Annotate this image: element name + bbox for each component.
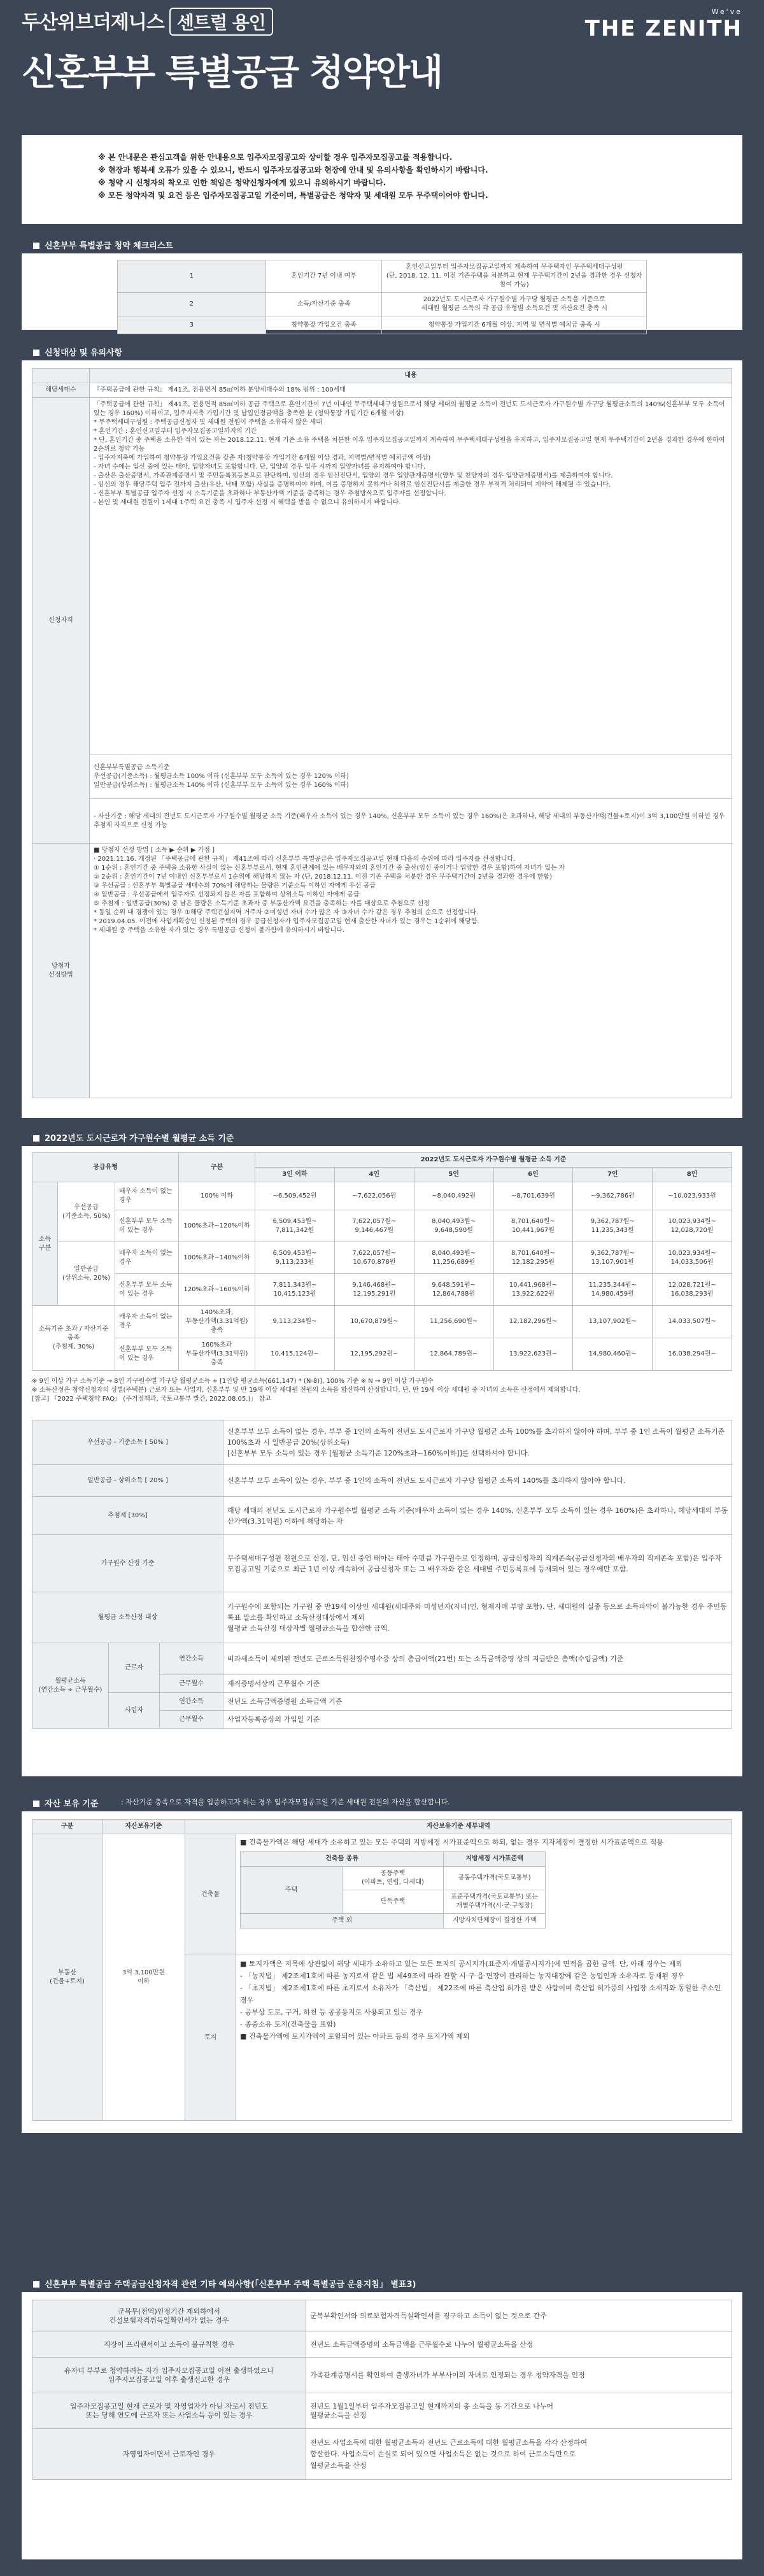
row-label: 일반공급 - 상위소득 [ 20% ] — [32, 1465, 223, 1497]
col-header: 2022년도 도시근로자 가구원수별 월평균 소득 기준 — [255, 1153, 732, 1168]
exception-case: 유자녀 부부로 청약하려는 자가 입주자모집공고일 이전 출생하였으나 입주자모집공고일 이후 출생신고한 경우 — [32, 2358, 306, 2393]
row-sub: 연간소득 — [160, 1693, 223, 1711]
row-label: 우선공급 (기준소득, 50%) — [58, 1182, 115, 1242]
table-row — [32, 2393, 732, 2429]
table-row — [32, 383, 732, 398]
row-label: 주택 — [241, 1867, 343, 1914]
land-text: ■ 토지가액은 지목에 상관없이 해당 세대가 소유하고 있는 모든 토지의 공시지가(표준지·개별공시지가)에 면적을 곱한 금액. 단, 아래 경우는 제외 - 「농지법」 제2조제1호에 따른 농지로서 같은 법 제49조에 따라 관할 시·구·읍·면장이 관리하는 농지대장에 같은 농업인과 소유자로 등재된 경우 - 「초지법」 제2조제1호에 따른 초지로서 소유자가 「축산법」 제22조에 따른 축산업 허가를 받은 사람이며 축산업 허가증의 사업장 소재지와 동일한 주소인 경우 - 공부상 도로, 구거, 하천 등 공공용지로 사용되고 있는 경우 - 종중소유 토지(건축물을 포함) ■ 건축물가액에 토지가액이 포함되어 있는 아파트 등의 경우 토지가액 제외 — [236, 1955, 732, 2121]
criteria-table — [32, 1420, 732, 1729]
building-price: 공동주택가격(국토교통부) — [444, 1867, 546, 1890]
row-label: 일반공급 (상위소득, 20%) — [58, 1242, 115, 1306]
col-header: 지방세정 시가표준액 — [444, 1852, 546, 1867]
zenith-logo — [585, 8, 742, 41]
exceptions-table-wrap — [22, 2292, 742, 2559]
table-row — [32, 1693, 732, 1711]
section-title-income: 2022년도 도시근로자 가구원수별 월평균 소득 기준 — [22, 1127, 245, 1146]
table-row — [32, 1497, 732, 1535]
section-title-exceptions: 신혼부부 특별공급 주택공급신청자격 관련 기타 예외사항(「신혼부부 주택 특별공급 운용지침」 별표3) — [22, 2273, 742, 2292]
income-cell: 14,980,460원~ — [573, 1338, 653, 1371]
income-cell: 10,023,934원~ 14,033,506원 — [653, 1242, 732, 1274]
income-cell: ~8,701,639원 — [493, 1182, 573, 1210]
check-desc: 청약통장 가입기간 6개월 이상, 지역 및 면적별 예치금 충족 시 — [382, 316, 647, 334]
row-text: 『주택공급에 관한 규칙』 제41조, 전용면적 85㎡이하 분양세대수의 18% 범위 : 100세대 — [90, 383, 732, 398]
income-cell: 13,107,902원~ — [573, 1306, 653, 1338]
table-row — [32, 844, 732, 1098]
income-cell: 6,509,453원~ 7,811,342원 — [255, 1210, 335, 1242]
income-cell: 12,028,721원~ 16,038,293원 — [653, 1274, 732, 1306]
building-type: 공동주택 (아파트, 연립, 다세대) — [342, 1867, 444, 1890]
col-header: 공급유형 — [32, 1153, 179, 1182]
row-group: 근로자 — [109, 1643, 160, 1693]
row-text: 해당 세대의 전년도 도시근로자 가구원수별 월평균 소득 기준(배우자 소득이 없는 경우 140%, 신혼부부 모두 소득이 있는 경우 160%)은 초과하나, 해당세대의 부동산가액(3.31억원) 이하에 해당하는 자 — [223, 1497, 732, 1535]
exception-case: 군복무(전역)인정기간 제외하에서 건설보험자격취득일확인서가 없는 경우 — [32, 2300, 306, 2332]
table-row — [118, 293, 647, 316]
exception-rule: 전년도 소득금액증명의 소득금액을 근무월수로 나누어 월평균소득을 산정 — [306, 2332, 732, 2358]
check-desc: 혼인신고일부터 입주자모집공고일까지 계속하여 무주택자인 무주택세대구성원 (단, 2018. 12. 11. 이전 기존주택을 처분하고 현재 무주택기간이 2년을 경과한 경우 신청자 참여 가능) — [382, 260, 647, 293]
asset-subtitle: : 자산기준 충족으로 자격을 입증하고자 하는 경우 입주자모집공고일 기준 세대원 전원의 자산을 합산합니다. — [121, 1798, 450, 1806]
income-cell: 10,670,879원~ — [334, 1306, 414, 1338]
row-label: 월평균소득 (연간소득 ÷ 근무월수) — [32, 1643, 109, 1729]
row-number: 3 — [118, 316, 266, 334]
row-label: 월평균 소득산정 대상 — [32, 1592, 223, 1643]
table-row — [118, 316, 647, 334]
col-header: 4인 — [334, 1168, 414, 1182]
building-price: 지방자치단체장이 결정한 가액 — [444, 1914, 546, 1928]
col-header: 5인 — [414, 1168, 493, 1182]
table-row — [241, 1914, 546, 1928]
table-row — [32, 1643, 732, 1675]
col-header: 6인 — [493, 1168, 573, 1182]
row-group: 사업자 — [109, 1693, 160, 1729]
logo-small-text: We've — [711, 8, 742, 16]
col-header: 자산보유기준 세부내역 — [185, 1820, 732, 1834]
row-label: 부동산 (건물+토지) — [32, 1834, 103, 2121]
row-text: ■ 당첨자 선정 방법 [ 소득 ▶ 순위 ▶ 가점 ] · 2021.11.16. 개정된 「주택공급에 관한 규칙」 제41조에 따라 신혼부부 특별공급은 입주자모집공고일 현재 다음의 순위에 따라 입주자를 선정합니다. ① 1순위 : 혼인기간 중 주택을 소유한 사실이 없는 신혼부부로서, 현재 혼인관계에 있는 배우자와의 혼인기간 중 출산(임신 중이거나 입양한 경우 포함)하여 자녀가 있는 자 ② 2순위 : 혼인기간이 7년 이내인 신혼부부로서 1순위에 해당하지 않는 자 (단, 2018.12.11. 이전 기존 주택을 처분한 경우 무주택기간이 2년을 경과한 경우에 한함) ③ 우선공급 : 신혼부부 특별공급 세대수의 70%에 해당하는 물량은 기준소득 이하인 자에게 우선 공급 ④ 일반공급 : 우선공급에서 입주자로 선정되지 않은 자를 포함하여 상위소득 이하인 자에게 공급 ⑤ 추첨제 : 일반공급(30%) 중 남은 물량은 소득기준 초과자 중 부동산가액 요건을 충족하는 자를 대상으로 추첨으로 선정 * 동일 순위 내 경쟁이 있는 경우 ①해당 주택건설지역 거주자 ②미성년 자녀 수가 많은 자 ③자녀 수가 같은 경우 추첨의 순으로 선정합니다. * 2019.04.05. 이전에 사업계획승인 신청된 주택의 경우 공급신청자가 입주자모집공고일 현재 출산한 자녀가 있는 경우는 1순위에 해당함. * 세대원 중 주택을 소유한 자가 있는 경우 특별공급 신청이 불가함에 유의하시기 바랍니다. — [90, 844, 732, 1098]
income-cell: 12,182,296원~ — [493, 1306, 573, 1338]
col-header: 자산보유기준 — [103, 1820, 185, 1834]
table-row — [32, 2332, 732, 2358]
page-title: 신혼부부 특별공급 청약안내 — [22, 52, 442, 94]
row-label: 추첨제 [30%] — [32, 1497, 223, 1535]
exception-rule: 군복부확인서와 의료보험자격득실확인서를 징구하고 소득이 없는 것으로 간주 — [306, 2300, 732, 2332]
row-text: 무주택세대구성원 전원으로 산정. 단, 임신 중인 태아는 태아 수만큼 가구원수로 인정하며, 공급신청자의 직계존속(공급신청자의 배우자의 직계존속 포함)은 입주자모집공고일 기준으로 최근 1년 이상 계속하여 공급신청자 또는 그 배우자와 같은 세대별 주민등록표에 등재되어 있는 경우에만 포함. — [223, 1535, 732, 1592]
row-pct: 100%초과~140%이하 — [179, 1242, 255, 1274]
page-header — [0, 0, 764, 135]
row-sub: 연간소득 — [160, 1643, 223, 1675]
col-header: 3인 이하 — [255, 1168, 335, 1182]
row-pct: 120%초과~160%이하 — [179, 1274, 255, 1306]
income-cell: 14,033,507원~ — [653, 1306, 732, 1338]
income-table-wrap — [22, 1146, 742, 1413]
exception-case: 자영업자이면서 근로자인 경우 — [32, 2429, 306, 2480]
row-sub: 신혼부부 모두 소득이 있는 경우 — [115, 1338, 179, 1371]
asset-limit: 3억 3,100만원 이하 — [103, 1834, 185, 2121]
row-sub: 배우자 소득이 없는 경우 — [115, 1242, 179, 1274]
income-note: ※ 소득산정은 청약신청자의 성별(주택분) 근로자 또는 사업자, 신혼부부 및 만 19세 이상 세대원 전원의 소득을 합산하여 산정합니다. 단, 만 19세 이상 세대원 중 자녀의 소득은 산정에서 제외합니다. — [32, 1387, 581, 1394]
table-row — [32, 1535, 732, 1592]
table-header-row — [32, 369, 732, 383]
income-cell: 9,362,787원~ 13,107,901원 — [573, 1242, 653, 1274]
row-sub: 토지 — [185, 1955, 236, 2121]
exception-case: 직장이 프리랜서이고 소득이 불규칙한 경우 — [32, 2332, 306, 2358]
row-sub: 배우자 소득이 없는 경우 — [115, 1306, 179, 1338]
row-label: 해당세대수 — [32, 383, 90, 398]
col-header: 8인 — [653, 1168, 732, 1182]
income-cell: ~9,362,786원 — [573, 1182, 653, 1210]
row-text: 전년도 소득금액증명원 소득금액 기준 — [223, 1693, 732, 1711]
col-header: 내용 — [90, 369, 732, 383]
table-row — [32, 1242, 732, 1274]
notice-line: ※ 청약 시 신청자의 착오로 인한 책임은 청약신청자에게 있으니 유의하시기 바랍니다. — [98, 178, 386, 187]
notice-line: ※ 본 안내문은 관심고객을 위한 안내용으로 입주자모집공고와 상이할 경우 입주자모집공고를 적용합니다. — [98, 153, 453, 162]
row-text: 비과세소득이 제외된 전년도 근로소득원천징수영수증 상의 총급여액(21번) 또는 소득금액증명 상의 지급받은 총액(수입금액) 기준 — [223, 1643, 732, 1675]
income-cell: 12,195,292원~ — [334, 1338, 414, 1371]
income-cell: 11,256,690원~ — [414, 1306, 493, 1338]
brand-tag: 센트럴 용인 — [169, 8, 273, 36]
logo-text: THE ZENITH — [584, 16, 742, 41]
income-cell: 8,701,640원~ 10,441,967원 — [493, 1210, 573, 1242]
income-cell: 7,811,343원~ 10,415,123원 — [255, 1274, 335, 1306]
row-label: 우선공급 - 기준소득 [ 50% ] — [32, 1420, 223, 1465]
col-header: 7인 — [573, 1168, 653, 1182]
table-row — [32, 1210, 732, 1242]
check-item: 청약통장 가입요건 충족 — [265, 316, 382, 334]
row-label: 가구원수 산정 기준 — [32, 1535, 223, 1592]
building-inner-table — [240, 1851, 546, 1928]
row-text: 「주택공급에 관한 규칙」 제41조, 전용면적 85㎡이하 공급 주택으로 혼인기간이 7년 이내인 무주택세대구성원으로서 해당 세대의 월평균 소득이 전년도 도시근로자 가구원수별 가구당 월평균소득의 140%(신혼부부 모두 소득이 있는 경우 160%) 이하이고, 입주자저축 가입기간 및 납입인정금액을 충족한 분 (청약통장 가입기간 6개월 이상) * 무주택세대구성원 : 주택공급신청자 및 세대원 전원이 주택을 소유하지 않은 세대 * 혼인기간 : 혼인신고일부터 입주자모집공고일까지의 기간 * 단, 혼인기간 중 주택을 소유한 적이 있는 자는 2018.12.11. 현재 기존 소유 주택을 처분한 이후 입주자모집공고일까지 계속하여 무주택세대구성원을 유지하고, 입주자모집공고일 현재 무주택기간이 2년을 경과한 경우에 한하여 2순위로 청약 가능 - 입주자저축에 가입하여 청약통장 가입요건을 갖춘 자(청약통장 가입기간 6개월 이상 경과, 지역별/면적별 예치금액 이상) - 자녀 수에는 입신 중에 있는 태아, 입양자녀도 포함합니다. 단, 입양의 경우 입주 시까지 입양자녀를 유지하여야 합니다. - 출산은 출산증명서, 가족관계증명서 및 주민등록표등본으로 판단하며, 임신의 경우 임신진단서, 입양의 경우 입양관계증명서(양부 및 친양자의 경우 입양관계증명서)를 제출하여야 합니다. - 임신의 경우 해당주택 입주 전까지 출산(유산, 낙태 포함) 사실을 증명하여야 하며, 이를 증명하지 못하거나 허위로 임신진단서를 제출한 경우 부적격 처리되며 계약이 해제될 수 있습니다. - 신혼부부 특별공급 입주자 선정 시 소득기준을 초과하나 부동산가액 기준을 충족하는 경우 추첨방식으로 입주자를 선정합니다. - 본인 및 세대원 전원이 1세대 1주택 요건 충족 시 입주자 선정 시 혜택을 받을 수 없으니 유의하시기 바랍니다. — [90, 398, 732, 754]
row-pct: 100%초과~120%이하 — [179, 1210, 255, 1242]
check-desc: 2022년도 도시근로자 가구원수별 가구당 월평균 소득을 기준으로 세대원 월평균 소득의 각 공급 유형별 소득요건 및 자산요건 충족 시 — [382, 293, 647, 316]
table-row — [32, 1338, 732, 1371]
income-cell: 6,509,453원~ 9,113,233원 — [255, 1242, 335, 1274]
building-text: ■ 건축물가액은 해당 세대가 소유하고 있는 모든 주택의 지방세정 시가표준액으로 하되, 없는 경우 지자체장이 결정한 시가표준액으로 적용 — [240, 1838, 663, 1846]
notice-box — [22, 135, 742, 224]
table-row — [32, 1274, 732, 1306]
check-item: 혼인기간 7년 이내 여부 — [265, 260, 382, 293]
checklist-table — [117, 260, 647, 334]
section-title-eligibility: 신청대상 및 유의사항 — [22, 341, 134, 360]
table-header-row — [241, 1852, 546, 1867]
row-sub: 신혼부부 모두 소득이 있는 경우 — [115, 1210, 179, 1242]
table-row — [118, 260, 647, 293]
income-cell: 8,040,493원~ 11,256,689원 — [414, 1242, 493, 1274]
income-table — [32, 1152, 732, 1371]
income-cell: 9,113,234원~ — [255, 1306, 335, 1338]
income-cell: 9,648,591원~ 12,864,788원 — [414, 1274, 493, 1306]
income-cell: ~8,040,492원 — [414, 1182, 493, 1210]
table-row — [32, 1182, 732, 1210]
income-cell: 8,040,493원~ 9,648,590원 — [414, 1210, 493, 1242]
notice-line: ※ 현장과 행복세 오류가 있을 수 있으니, 반드시 입주자모집공고와 현장에 안내 및 유의사항을 확인하시기 바랍니다. — [98, 166, 488, 174]
table-row — [32, 1306, 732, 1338]
income-cell: 12,864,789원~ — [414, 1338, 493, 1371]
row-pct: 140%초과, 부동산가액(3.31억원) 충족 — [179, 1306, 255, 1338]
row-text: - 자산기준 : 해당 세대의 전년도 도시근로자 가구원수별 월평균 소득 기준(배우자 소득이 있는 경우 140%, 신혼부부 모두 소득이 있는 경우 160%)은 초과하나, 해당 세대의 부동산가액(건물+토지)이 3억 3,100만원 이하인 경우 추첨제 자격으로 신청 가능 — [90, 799, 732, 844]
col-header: 건축물 종류 — [241, 1852, 444, 1867]
table-row — [32, 1420, 732, 1465]
brand-name: 두산위브더제니스 센트럴 용인 — [22, 6, 273, 36]
eligibility-table-wrap — [22, 360, 742, 1118]
row-sub: 근무월수 — [160, 1675, 223, 1693]
eligibility-table — [32, 368, 732, 1098]
exception-case: 입주자모집공고일 현재 근로자 및 자영업자가 아닌 자로서 전년도 또는 당해 연도에 근로자 또는 사업소득 등이 있는 경우 — [32, 2393, 306, 2429]
row-sub: 근무월수 — [160, 1711, 223, 1729]
row-text: 신혼부부 모두 소득이 있는 경우, 부부 중 1인의 소득이 전년도 도시근로자 가구당 월평균 소득의 140%를 초과하지 않아야 합니다. — [223, 1465, 732, 1497]
income-cell: 16,038,294원~ — [653, 1338, 732, 1371]
table-row — [32, 1465, 732, 1497]
col-header: 구분 — [32, 1820, 103, 1834]
building-detail — [236, 1834, 732, 1955]
income-cell: 9,146,468원~ 12,195,291원 — [334, 1274, 414, 1306]
check-item: 소득/자산기준 충족 — [265, 293, 382, 316]
income-cell: ~10,023,933원 — [653, 1182, 732, 1210]
row-text: 사업자등록증상의 가입일 기준 — [223, 1711, 732, 1729]
income-cell: 8,701,640원~ 12,182,295원 — [493, 1242, 573, 1274]
income-cell: ~7,622,056원 — [334, 1182, 414, 1210]
exception-rule: 전년도 1월1일부터 입주자모집공고일 현재까지의 총 소득을 동 기간으로 나누어 월평균소득을 산정 — [306, 2393, 732, 2429]
asset-table-wrap — [22, 1811, 742, 2133]
checklist-table-wrap — [22, 253, 742, 330]
table-row — [32, 2300, 732, 2332]
income-cell: 13,922,623원~ — [493, 1338, 573, 1371]
col-header: 구분 — [179, 1153, 255, 1182]
row-label: 소득기준 초과 / 자산기준 충족 (추첨제, 30%) — [32, 1306, 115, 1371]
row-sub: 건축물 — [185, 1834, 236, 1955]
income-cell: 7,622,057원~ 9,146,467원 — [334, 1210, 414, 1242]
table-row — [32, 2358, 732, 2393]
income-note: ※ 9인 이상 가구 소득기준 → 8인 가구원수별 가구당 월평균소득 + [1인당 평균소득(661,147) * (N-8)], 100% 기준 ※ N → 9인 이상 가구원수 — [32, 1378, 434, 1385]
row-label: 주택 외 — [241, 1914, 444, 1928]
table-row — [241, 1867, 546, 1890]
section-title-asset: 자산 보유 기준 — [22, 1792, 117, 1811]
table-row — [32, 754, 732, 799]
income-cell: 10,023,934원~ 12,028,720원 — [653, 1210, 732, 1242]
row-label: 소득 구분 — [32, 1182, 58, 1306]
table-row — [32, 1592, 732, 1643]
row-number: 1 — [118, 260, 266, 293]
table-row — [32, 2429, 732, 2480]
income-cell: 11,235,344원~ 14,980,459원 — [573, 1274, 653, 1306]
income-cell: 10,441,968원~ 13,922,622원 — [493, 1274, 573, 1306]
table-row — [32, 1834, 732, 1955]
row-label: 신청자격 — [32, 398, 90, 844]
building-price: 표준주택가격(국토교통부) 또는 개별주택가격(시·군·구청장) — [444, 1890, 546, 1914]
row-number: 2 — [118, 293, 266, 316]
exception-rule: 가족관계증명서를 확인하여 출생자녀가 부부사이의 자녀로 인정되는 경우 청약자격을 인정 — [306, 2358, 732, 2393]
building-type: 단독주택 — [342, 1890, 444, 1914]
table-header-row — [32, 1153, 732, 1168]
income-cell: ~6,509,452원 — [255, 1182, 335, 1210]
row-pct: 100% 이하 — [179, 1182, 255, 1210]
notice-line: ※ 모든 청약자격 및 요건 등은 입주자모집공고일 기준이며, 특별공급은 청약자 및 세대원 모두 무주택이어야 합니다. — [98, 191, 488, 200]
row-sub: 배우자 소득이 없는 경우 — [115, 1182, 179, 1210]
row-label: 당첨자 선정방법 — [32, 844, 90, 1098]
exception-rule: 전년도 사업소득에 대한 월평균소득과 전년도 근로소득에 대한 월평균소득을 각각 산정하여 합산한다. 사업소득이 손실로 되어 있으면 사업소득은 없는 것으로 하여 근로소득만으로 월평균소득을 산정 — [306, 2429, 732, 2480]
row-text: 재직증명서상의 근무월수 기준 — [223, 1675, 732, 1693]
row-text: 가구원수에 포함되는 가구원 중 만19세 이상인 세대원(세대주와 미성년자(자녀)인, 형제자매 부양 포함). 단, 세대원의 실종 등으로 소득파악이 불가능한 경우 주민등록표 말소를 확인하고 소득산정대상에서 제외 월평균 소득산정 대상자별 월평균소득을 합산한 금액. — [223, 1592, 732, 1643]
table-header-row — [32, 1820, 732, 1834]
income-cell: 9,362,787원~ 11,235,343원 — [573, 1210, 653, 1242]
section-title-checklist: 신혼부부 특별공급 청약 체크리스트 — [22, 234, 185, 253]
criteria-table-wrap — [22, 1413, 742, 1776]
row-text: 신혼부부특별공급 소득기준 우선공급(기준소득) : 월평균소득 100% 이하 (신혼부부 모두 소득이 있는 경우 120% 이하) 일반공급(상위소득) : 월평균소득 140% 이하 (신혼부부 모두 소득이 있는 경우 160% 이하) — [90, 754, 732, 799]
income-note: [참고] 『2022 주택청약 FAQ』 (주거정책과, 국토교통부 발간, 2022.08.05.)」 참고 — [32, 1396, 271, 1403]
table-row — [32, 398, 732, 754]
income-cell: 10,415,124원~ — [255, 1338, 335, 1371]
income-cell: 7,622,057원~ 10,670,878원 — [334, 1242, 414, 1274]
row-text: 신혼부부 모두 소득이 없는 경우, 부부 중 1인의 소득이 전년도 도시근로자 가구당 월평균 소득 100%를 초과하지 않아야 하며, 부부 중 1인 소득이 월평균 소득기준 100%초과 시 일반공급 20%(상위소득) [신혼부부 모두 소득이 있는 경우 [월평균 소득기준 120%초과~160%이하]]를 선택하셔야 합니다. — [223, 1420, 732, 1465]
row-sub: 신혼부부 모두 소득이 있는 경우 — [115, 1274, 179, 1306]
row-pct: 160%초과 부동산가액(3.31억원) 충족 — [179, 1338, 255, 1371]
exceptions-table — [32, 2300, 732, 2480]
asset-table — [32, 1819, 732, 2121]
table-row — [32, 799, 732, 844]
